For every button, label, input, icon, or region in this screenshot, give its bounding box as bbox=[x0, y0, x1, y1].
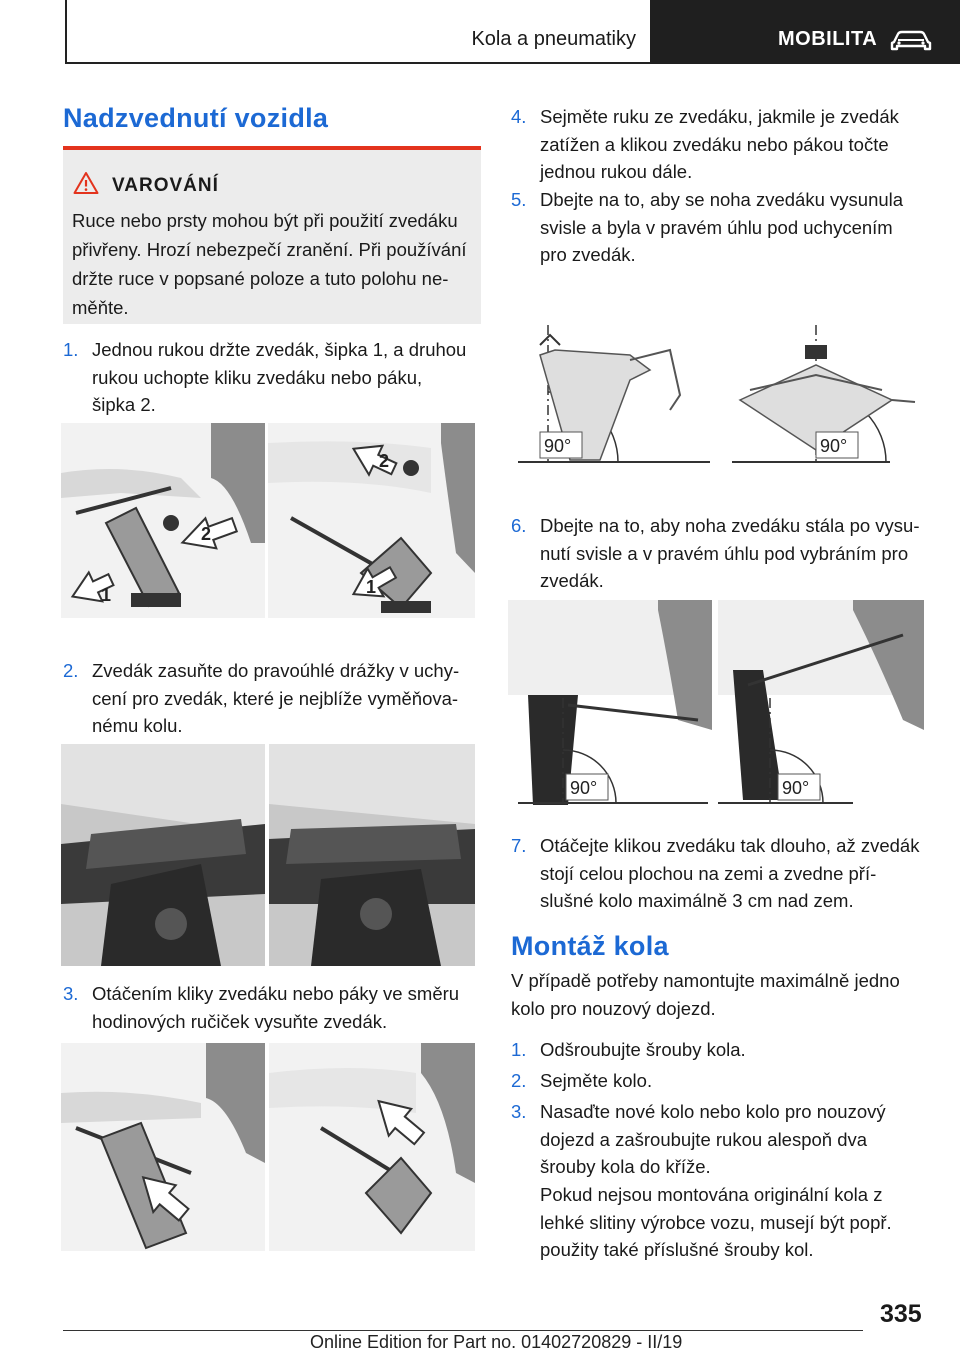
step-line: rukou uchopte kliku zvedáku nebo páku, bbox=[92, 366, 423, 388]
step-number: 3. bbox=[63, 983, 79, 1004]
angle-label: 90° bbox=[782, 778, 810, 798]
intro-paragraph bbox=[511, 967, 931, 1022]
figure-jack-90-diagram bbox=[510, 320, 930, 470]
note-line: použity také příslušné šrouby kol. bbox=[540, 1239, 814, 1260]
step-number: 1. bbox=[63, 339, 79, 360]
step-line: stojí celou plochou na zemi a zvedne pří‐ bbox=[540, 862, 877, 884]
step-number: 1. bbox=[511, 1039, 527, 1060]
step-line: Otáčejte klikou zvedáku tak dlouho, až zvedák bbox=[540, 835, 920, 856]
step-line: zvedák. bbox=[540, 570, 604, 591]
angle-label: 90° bbox=[820, 436, 848, 456]
section-heading-wheel-mount: Montáž kola bbox=[511, 931, 669, 961]
step-line: Dbejte na to, aby se noha zvedáku vysunula bbox=[540, 189, 904, 210]
arrow-label: 2 bbox=[201, 524, 212, 544]
figure-jack-recess bbox=[61, 744, 475, 966]
step-line: pro zvedák. bbox=[540, 244, 636, 265]
step-number: 6. bbox=[511, 515, 527, 536]
figure-jack-crank bbox=[61, 1043, 475, 1251]
arrow-label: 1 bbox=[366, 577, 377, 597]
arrow-label: 1 bbox=[101, 585, 112, 605]
para-line: V případě potřeby namontujte maximálně jedno bbox=[511, 970, 900, 991]
step-line: zatížen a klikou zvedáku nebo pákou točte bbox=[540, 133, 889, 155]
step-line: šipka 2. bbox=[92, 394, 156, 415]
step-line: svisle a byla v pravém úhlu pod uchycením bbox=[540, 216, 893, 238]
step-line: dojezd a zašroubujte rukou alespoň dva bbox=[540, 1128, 868, 1150]
header-tab-label: MOBILITA bbox=[778, 28, 878, 50]
step-number: 4. bbox=[511, 106, 527, 127]
step-line: nutí svisle a v pravém úhlu pod vybráním pro bbox=[540, 542, 909, 564]
step-line: Nasaďte nové kolo nebo kolo pro nouzový bbox=[540, 1101, 886, 1122]
step-number: 5. bbox=[511, 189, 527, 210]
note-line: Pokud nejsou montována originální kola z bbox=[540, 1184, 883, 1205]
figure-jack-vertical bbox=[508, 600, 924, 808]
header-section-title: Kola a pneumatiky bbox=[471, 28, 636, 50]
step-line: Sejměte ruku ze zvedáku, jakmile je zvedák bbox=[540, 106, 899, 127]
header-rule-bottom bbox=[65, 62, 650, 64]
step-line: hodinových ručiček vysuňte zvedák. bbox=[92, 1010, 388, 1032]
step-number: 3. bbox=[511, 1101, 527, 1122]
step-number: 7. bbox=[511, 835, 527, 856]
step-line: cení pro zvedák, které je nejblíže vyměňova‐ bbox=[92, 687, 459, 709]
header-rule-left bbox=[65, 0, 67, 64]
warning-title: VAROVÁNÍ bbox=[112, 175, 219, 196]
para-line: kolo pro nouzový dojezd. bbox=[511, 997, 716, 1019]
step-number: 2. bbox=[63, 660, 79, 681]
note-line: lehké slitiny výrobce vozu, musejí být popř. bbox=[540, 1211, 892, 1233]
warning-line: držte ruce v popsané poloze a tuto polohu ne‐ bbox=[72, 268, 449, 289]
step-number: 2. bbox=[511, 1070, 527, 1091]
page-number: 335 bbox=[880, 1300, 922, 1328]
step-line: Dbejte na to, aby noha zvedáku stála po vysu‐ bbox=[540, 515, 920, 536]
step-line: šrouby kola do kříže. bbox=[540, 1156, 711, 1177]
car-icon bbox=[890, 28, 932, 52]
warning-line: Ruce nebo prsty mohou být při použití zvedáku bbox=[72, 210, 458, 231]
footer-rule bbox=[63, 1330, 863, 1331]
figure-jack-arrows bbox=[61, 423, 475, 618]
warning-line: měňte. bbox=[72, 297, 129, 318]
step-line: Odšroubujte šrouby kola. bbox=[540, 1039, 746, 1060]
arrow-label: 2 bbox=[379, 451, 390, 471]
footer-edition: Online Edition for Part no. 01402720829 - II/19 bbox=[310, 1332, 683, 1352]
section-heading-lifting: Nadzvednutí vozidla bbox=[63, 103, 329, 133]
note-paragraph bbox=[540, 1181, 931, 1264]
step-line: jednou rukou dále. bbox=[540, 161, 693, 182]
header-tab-mobilita[interactable] bbox=[650, 0, 960, 64]
warning-text bbox=[72, 206, 476, 322]
warning-box bbox=[63, 150, 481, 324]
step-line: Sejměte kolo. bbox=[540, 1070, 653, 1091]
angle-label: 90° bbox=[544, 436, 572, 456]
step-line: Otáčením kliky zvedáku nebo páky ve směru bbox=[92, 983, 460, 1004]
warning-triangle-icon bbox=[73, 171, 99, 195]
warning-line: přivřeny. Hrozí nebezpečí zranění. Při používání bbox=[72, 239, 467, 260]
step-line: slušné kolo maximálně 3 cm nad zem. bbox=[540, 890, 854, 911]
step-line: Zvedák zasuňte do pravoúhlé drážky v uchy‐ bbox=[92, 660, 460, 681]
angle-label: 90° bbox=[570, 778, 598, 798]
step-line: nému kolu. bbox=[92, 715, 183, 736]
step-line: Jednou rukou držte zvedák, šipka 1, a druhou bbox=[92, 339, 467, 360]
